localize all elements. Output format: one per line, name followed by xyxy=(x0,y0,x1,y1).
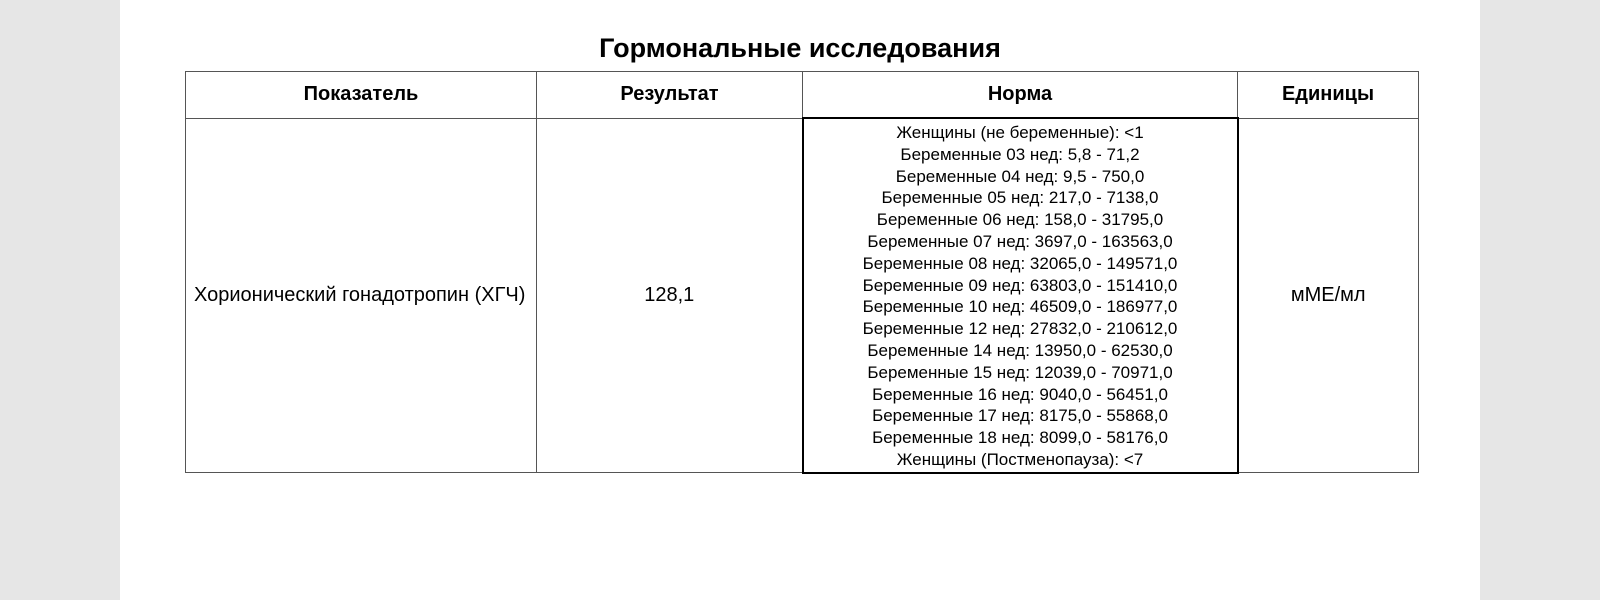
document-page xyxy=(120,0,1480,600)
norm-line: Беременные 14 нед: 13950,0 - 62530,0 xyxy=(867,340,1173,360)
table-row xyxy=(186,118,1419,473)
column-header-norm: Норма xyxy=(803,72,1238,119)
indicator-name: Хорионический гонадотропин (ХГЧ) xyxy=(186,118,537,473)
norm-line: Беременные 08 нед: 32065,0 - 149571,0 xyxy=(862,253,1178,273)
norm-line: Беременные 17 нед: 8175,0 - 55868,0 xyxy=(872,406,1168,426)
norm-line: Беременные 06 нед: 158,0 - 31795,0 xyxy=(876,210,1164,230)
norm-line: Беременные 03 нед: 5,8 - 71,2 xyxy=(900,144,1140,164)
norm-line: Беременные 05 нед: 217,0 - 7138,0 xyxy=(881,188,1159,208)
norm-line: Беременные 18 нед: 8099,0 - 58176,0 xyxy=(872,428,1168,448)
norm-line: Женщины (не беременные): <1 xyxy=(896,123,1144,142)
norm-line: Беременные 09 нед: 63803,0 - 151410,0 xyxy=(862,275,1178,295)
norm-line: Беременные 04 нед: 9,5 - 750,0 xyxy=(895,166,1145,186)
norm-line: Беременные 12 нед: 27832,0 - 210612,0 xyxy=(862,319,1178,339)
norm-line: Беременные 07 нед: 3697,0 - 163563,0 xyxy=(867,231,1173,251)
page-title: Гормональные исследования xyxy=(599,33,1001,63)
column-header-result: Результат xyxy=(537,72,803,119)
column-header-indicator: Показатель xyxy=(186,72,537,119)
norm-line: Беременные 15 нед: 12039,0 - 70971,0 xyxy=(867,362,1173,382)
norm-ranges xyxy=(803,118,1238,473)
table-header-row xyxy=(186,72,1419,119)
norm-line: Беременные 16 нед: 9040,0 - 56451,0 xyxy=(872,384,1168,404)
results-table xyxy=(185,71,1419,474)
result-value: 128,1 xyxy=(537,118,803,473)
column-header-units: Единицы xyxy=(1238,72,1419,119)
units-value: мМЕ/мл xyxy=(1238,118,1419,473)
norm-line: Беременные 10 нед: 46509,0 - 186977,0 xyxy=(862,297,1178,317)
norm-line: Женщины (Постменопауза): <7 xyxy=(896,449,1144,469)
